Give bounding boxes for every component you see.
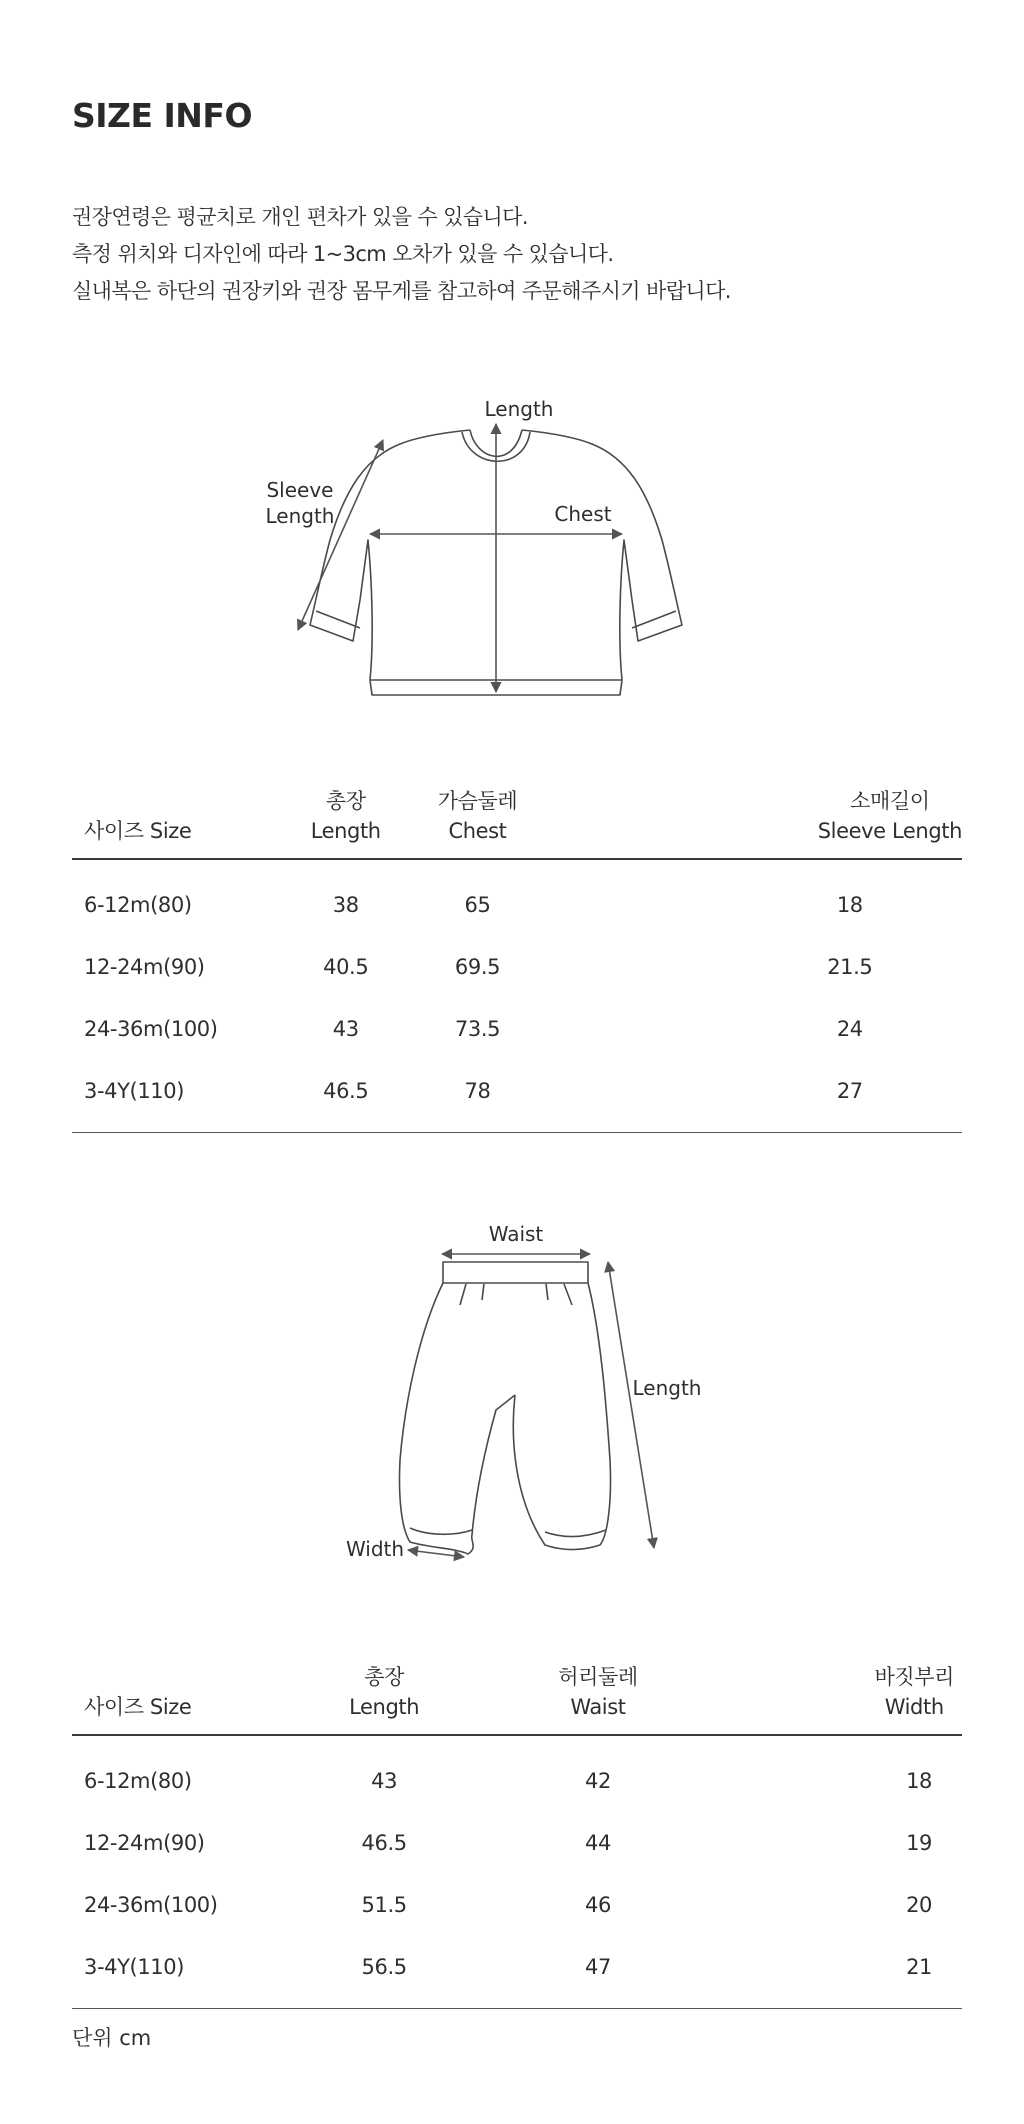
cell-length: 51.5: [361, 1893, 407, 1917]
size-notes: [72, 199, 731, 310]
cell-sleeve: 21.5: [827, 955, 873, 979]
cell-length: 43: [332, 1017, 359, 1041]
cell-size: 6-12m(80): [84, 893, 192, 917]
cell-waist: 46: [585, 1893, 611, 1917]
table-header-chest: 가슴둘레 Chest: [437, 789, 518, 843]
cell-waist: 42: [585, 1769, 611, 1793]
table-row: [72, 1812, 962, 1874]
cell-width: 19: [906, 1831, 932, 1855]
diagram-label-chest: Chest: [554, 502, 612, 526]
cell-length: 38: [332, 893, 359, 917]
unit-note: 단위 cm: [72, 2026, 152, 2050]
note-line: 실내복은 하단의 권장키와 권장 몸무게를 참고하여 주문해주시기 바랍니다.: [72, 279, 731, 303]
table-header-row: [72, 1662, 962, 1735]
diagram-label-waist: Waist: [488, 1222, 544, 1246]
table-header-length: 총장 Length: [310, 789, 381, 843]
top-measurement-diagram: [0, 390, 1024, 720]
cell-chest: 73.5: [454, 1017, 501, 1041]
pants-size-table: [72, 1662, 962, 2009]
table-row: [72, 936, 962, 998]
table-row: [72, 1874, 962, 1936]
cell-sleeve: 18: [836, 893, 863, 917]
cell-size: 12-24m(90): [84, 1831, 205, 1855]
table-header-size: 사이즈 Size: [84, 1695, 192, 1719]
cell-length: 46.5: [361, 1831, 407, 1855]
cell-width: 18: [906, 1769, 932, 1793]
cell-sleeve: 27: [836, 1079, 863, 1103]
cell-size: 3-4Y(110): [84, 1079, 184, 1103]
diagram-label-sleeve-line1: Sleeve: [266, 478, 334, 502]
diagram-label-width: Width: [345, 1537, 405, 1561]
cell-waist: 47: [585, 1955, 611, 1979]
cell-size: 6-12m(80): [84, 1769, 192, 1793]
cell-length: 40.5: [323, 955, 369, 979]
table-header-size: 사이즈 Size: [84, 819, 192, 843]
diagram-label-length: Length: [484, 397, 554, 421]
page-title: SIZE INFO: [72, 96, 252, 135]
table-header-sleeve: 소매길이 Sleeve Length: [817, 789, 962, 843]
table-row: [72, 1936, 962, 2009]
note-line: 측정 위치와 디자인에 따라 1~3cm 오차가 있을 수 있습니다.: [72, 242, 614, 266]
table-row: [72, 1060, 962, 1133]
diagram-label-sleeve-line2: Length: [265, 504, 335, 528]
table-row: [72, 859, 962, 936]
table-header-waist: 허리둘레 Waist: [558, 1665, 638, 1719]
note-line: 권장연령은 평균치로 개인 편차가 있을 수 있습니다.: [72, 205, 528, 229]
table-row: [72, 1735, 962, 1812]
table-header-row: [72, 786, 962, 859]
cell-width: 20: [906, 1893, 932, 1917]
cell-sleeve: 24: [836, 1017, 863, 1041]
cell-size: 3-4Y(110): [84, 1955, 184, 1979]
table-header-width: 바짓부리 Width: [874, 1665, 954, 1719]
cell-length: 43: [371, 1769, 398, 1793]
pants-measurement-diagram: [0, 1215, 1024, 1580]
top-size-table: [72, 786, 962, 1133]
cell-size: 24-36m(100): [84, 1893, 218, 1917]
cell-width: 21: [906, 1955, 932, 1979]
cell-waist: 44: [585, 1831, 611, 1855]
cell-length: 46.5: [323, 1079, 369, 1103]
table-header-length: 총장 Length: [349, 1665, 420, 1719]
diagram-label-length: Length: [632, 1376, 702, 1400]
cell-chest: 78: [464, 1079, 491, 1103]
cell-chest: 65: [464, 893, 491, 917]
cell-size: 12-24m(90): [84, 955, 205, 979]
pants-outline: [399, 1262, 610, 1554]
cell-chest: 69.5: [454, 955, 501, 979]
cell-length: 56.5: [361, 1955, 407, 1979]
measurement-arrows: [298, 424, 622, 692]
table-row: [72, 998, 962, 1060]
cell-size: 24-36m(100): [84, 1017, 218, 1041]
pants-measurement-arrows: [408, 1254, 654, 1557]
